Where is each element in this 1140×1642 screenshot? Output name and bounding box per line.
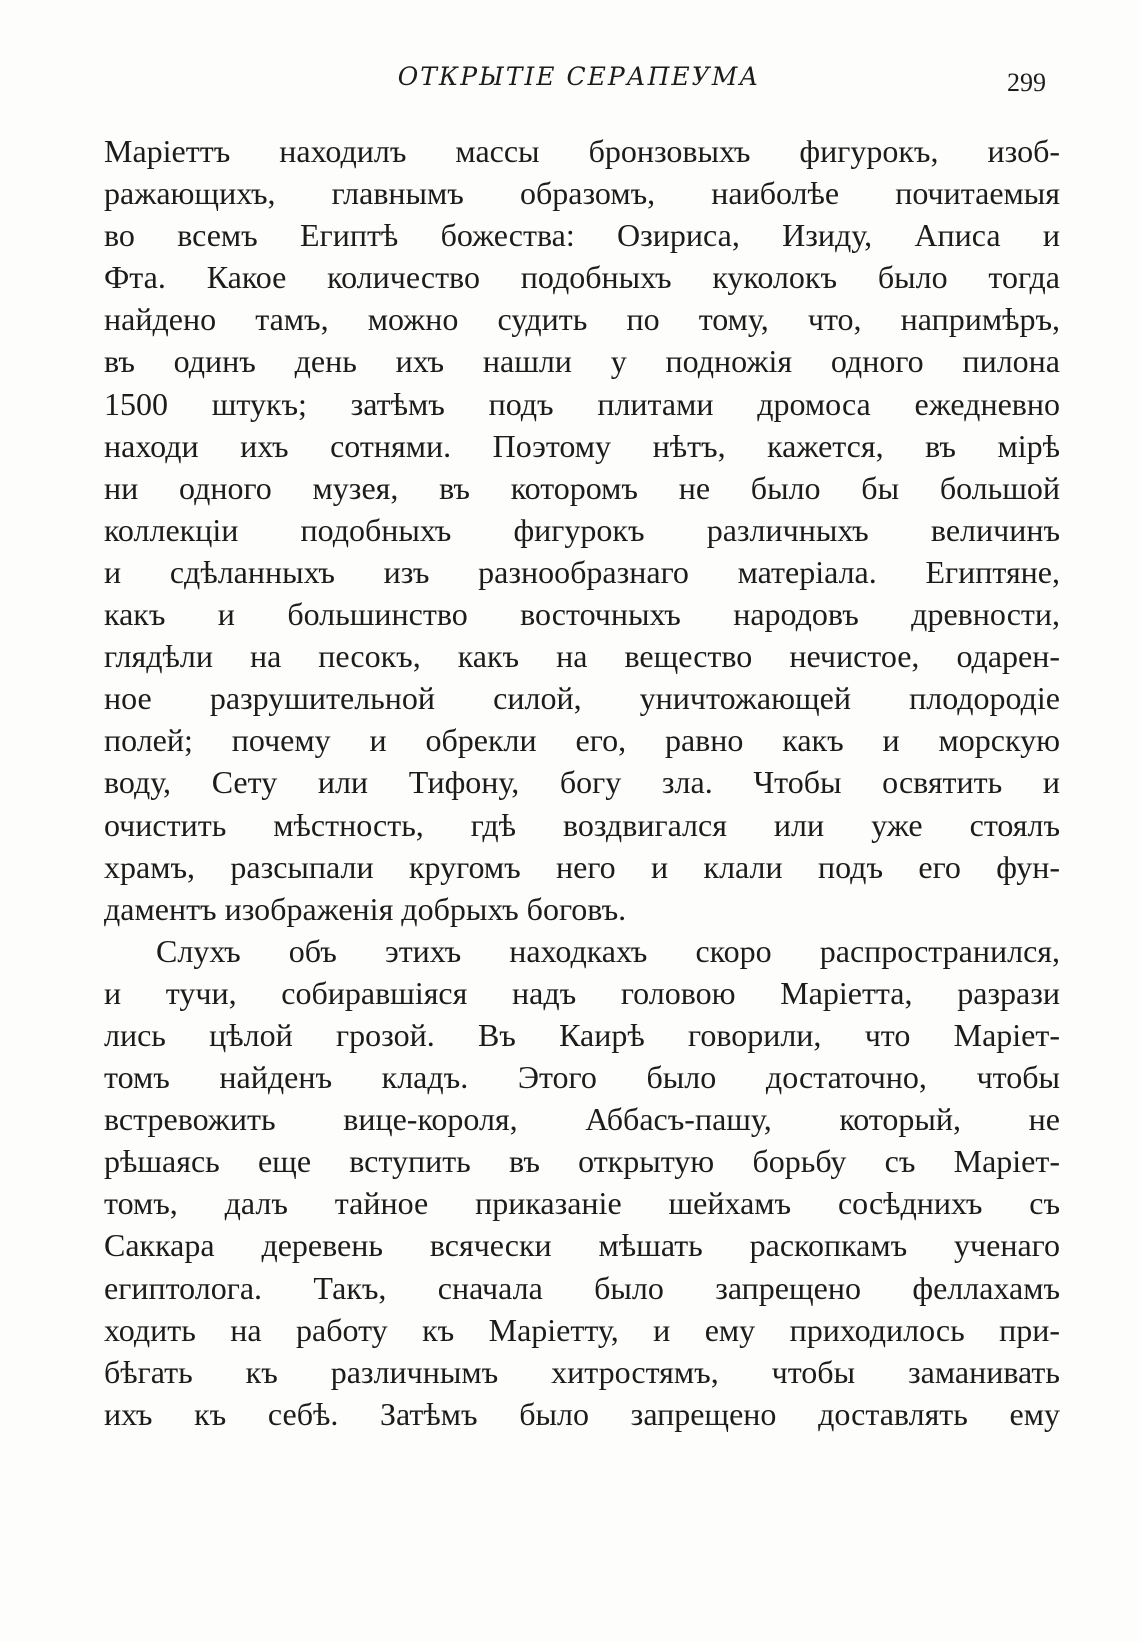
paragraph-1 — [104, 130, 1060, 930]
text-line: Фта. Какое количество подобныхъ куколокъ было тогда — [104, 259, 1060, 296]
text-line: ни одного музея, въ которомъ не было бы большой — [104, 469, 1060, 506]
text-line: бѣгать къ различнымъ хитростямъ, чтобы заманивать — [104, 1353, 1060, 1390]
text-line: Маріеттъ находилъ массы бронзовыхъ фигурокъ, изоб- — [104, 133, 1060, 169]
text-line: лись цѣлой грозой. Въ Каирѣ говорили, что Маріет- — [104, 1016, 1060, 1053]
text-line: во всемъ Египтѣ божества: Озириса, Изиду, Аписа и — [104, 217, 1060, 254]
running-header — [112, 62, 1046, 102]
chapter-title: ОТКРЫТІЕ СЕРАПЕУМА — [397, 62, 761, 91]
text-line: въ одинъ день ихъ нашли у подножія одного пилона — [104, 343, 1060, 380]
text-line: и сдѣланныхъ изъ разнообразнаго матеріала. Египтяне, — [104, 553, 1060, 590]
text-line: глядѣли на песокъ, какъ на вещество нечистое, одарен- — [104, 638, 1060, 675]
text-line: ихъ къ себѣ. Затѣмъ было запрещено доставлять ему — [104, 1395, 1060, 1432]
page-number: 299 — [1007, 68, 1046, 97]
text-line: Саккара деревень всячески мѣшать раскопкамъ ученаго — [104, 1227, 1060, 1264]
text-line: храмъ, разсыпали кругомъ него и клали подъ его фун- — [104, 848, 1060, 885]
body-text — [104, 130, 1060, 1435]
text-line: находи ихъ сотнями. Поэтому нѣтъ, кажется, въ мірѣ — [104, 427, 1060, 464]
text-line: ходить на работу къ Маріетту, и ему приходилось при- — [104, 1311, 1060, 1348]
text-line: Слухъ объ этихъ находкахъ скоро распространился, — [156, 932, 1060, 969]
text-line: египтолога. Такъ, сначала было запрещено феллахамъ — [104, 1269, 1060, 1306]
paragraph-2 — [104, 930, 1060, 1435]
text-line: ное разрушительной силой, уничтожающей плодородіе — [104, 680, 1060, 717]
text-line: и тучи, собиравшіяся надъ головою Маріетта, разрази — [104, 974, 1060, 1011]
text-line: какъ и большинство восточныхъ народовъ древности, — [104, 596, 1060, 633]
text-line: даментъ изображенія добрыхъ боговъ. — [104, 890, 627, 927]
text-line: 1500 штукъ; затѣмъ подъ плитами дромоса ежедневно — [104, 385, 1060, 422]
text-line: томъ, далъ тайное приказаніе шейхамъ сосѣднихъ съ — [104, 1185, 1060, 1222]
text-line: очистить мѣстность, гдѣ воздвигался или уже стоялъ — [104, 806, 1060, 843]
text-line: полей; почему и обрекли его, равно какъ и морскую — [104, 722, 1060, 759]
text-line: ражающихъ, главнымъ образомъ, наиболѣе почитаемыя — [104, 175, 1060, 212]
text-line: встревожить вице-короля, Аббасъ-пашу, который, не — [104, 1101, 1060, 1138]
text-line: найдено тамъ, можно судить по тому, что, напримѣръ, — [104, 301, 1060, 338]
text-line: томъ найденъ кладъ. Этого было достаточно, чтобы — [104, 1059, 1060, 1096]
text-line: коллекціи подобныхъ фигурокъ различныхъ величинъ — [104, 511, 1060, 548]
text-line: рѣшаясь еще вступить въ открытую борьбу съ Маріет- — [104, 1143, 1060, 1180]
text-line: воду, Сету или Тифону, богу зла. Чтобы освятить и — [104, 764, 1060, 801]
